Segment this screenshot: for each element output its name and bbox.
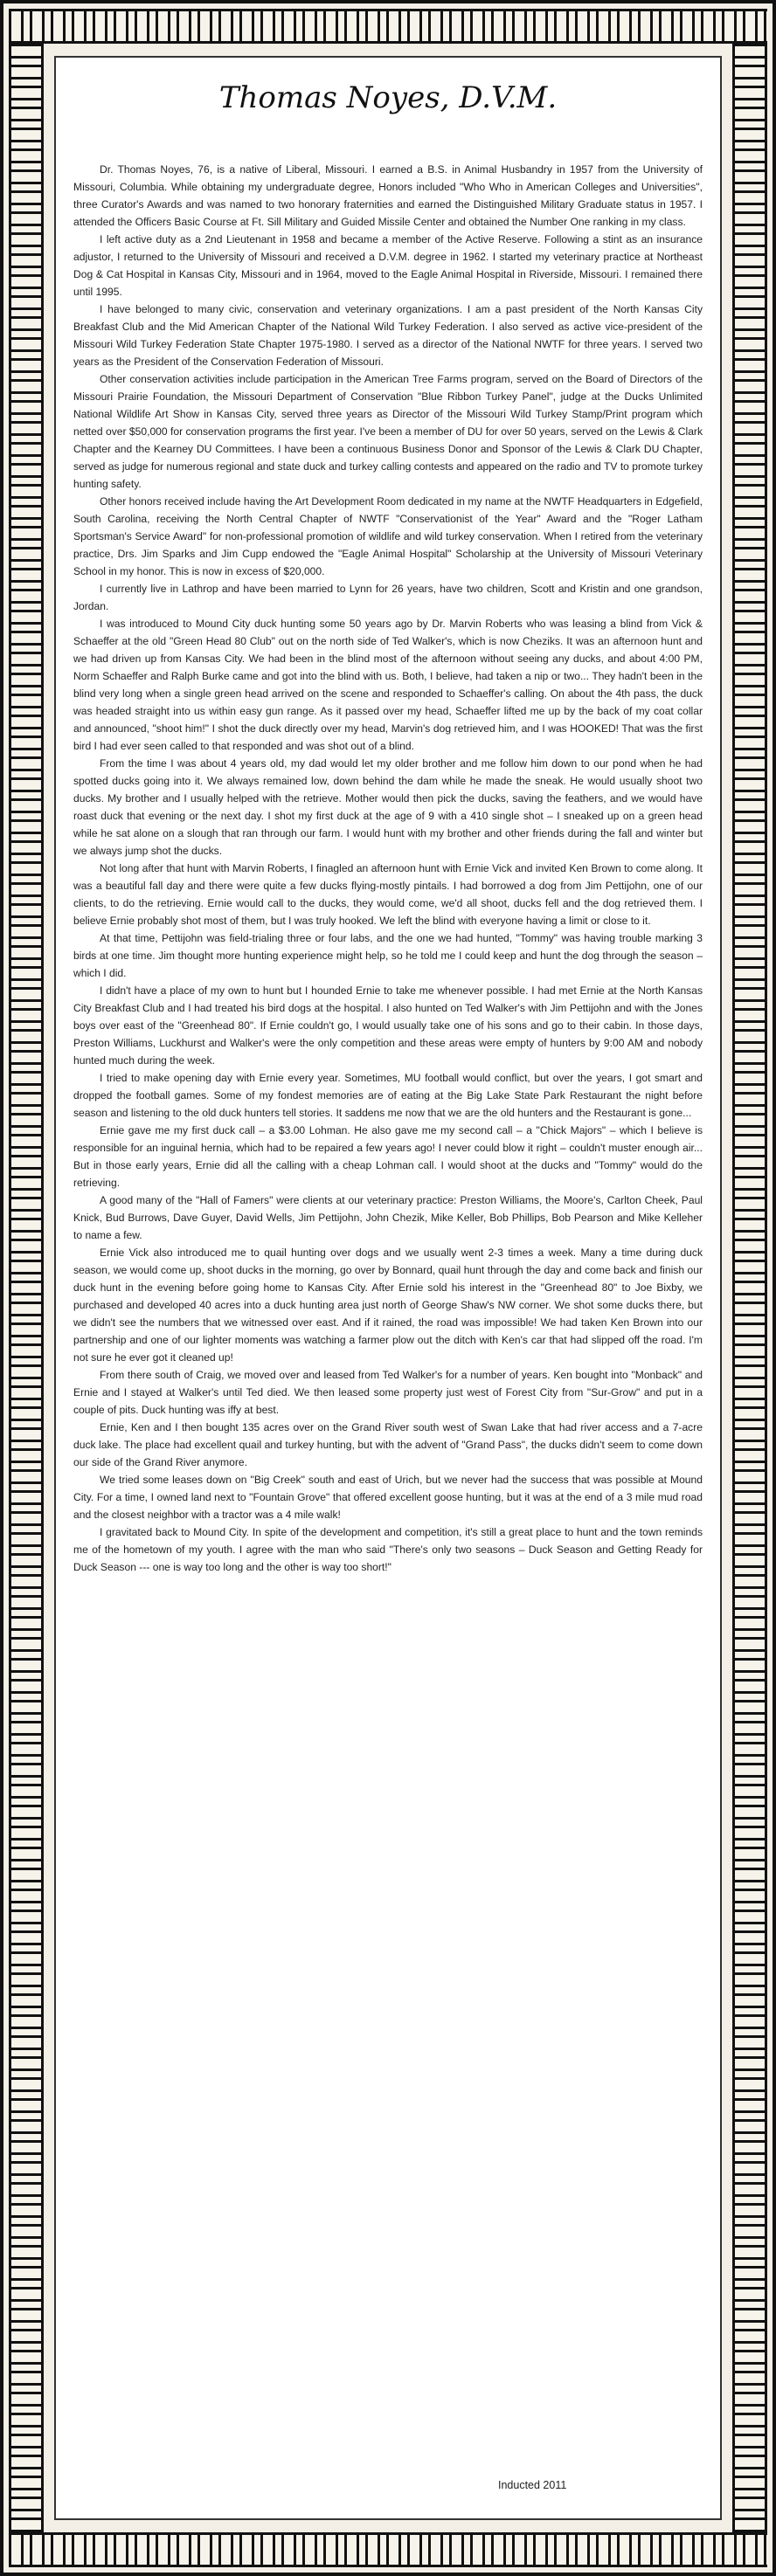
biography-text <box>73 161 703 1576</box>
paragraph: Not long after that hunt with Marvin Roberts, I finagled an afternoon hunt with Ernie Vick and invited Ken Brown to come along. It was a beautiful fall day and there were quite a few ducks flying-mostly pintails. I had borrowed a dog from Jim Pettijohn, one of our clients, to do the retrieving. Ernie would call to the ducks, they would come, we'd all shoot, ducks fell and the dog retrieved them. I believe Ernie probably shot most of them, but I was truly hooked. We left the blind with everyone having a limit or close to it. <box>73 862 703 927</box>
paragraph: I left active duty as a 2nd Lieutenant in 1958 and became a member of the Active Reserve. Following a stint as an insurance adjustor, I returned to the University of Missouri and received a D.V.M. degree in 1962. I started my veterinary practice at Northeast Dog & Cat Hospital in Kansas City, Missouri and in 1964, moved to the Eagle Animal Hospital in Riverside, Missouri. I remained there until 1995. <box>73 233 703 298</box>
paragraph: Other conservation activities include participation in the American Tree Farms program, served on the Board of Directors of the Missouri Prairie Foundation, the Missouri Department of Conservation "Blue Ribbon Turkey Panel", judge at the Ducks Unlimited National Wildlife Art Show in Kansas City, served three years as Director of the Missouri Wild Turkey Stamp/Print program which netted over $50,000 for conservation programs the first year. I've been a member of DU for over 50 years, served on the Lewis & Clark Chapter and the Kearney DU Committees. I have been a continuous Business Donor and Sponsor of the Lewis & Clark DU Chapter, served as judge for numerous regional and state duck and turkey calling contests and appeared on the radio and TV to promote turkey hunting safety. <box>73 373 703 490</box>
paragraph: From the time I was about 4 years old, my dad would let my older brother and me follow him down to our pond when he had spotted ducks going into it. We always remained low, down behind the dam while he made the sneak. He would usually shoot two ducks. My brother and I usually helped with the retrieve. Mother would then pick the ducks, saving the feathers, and we would have roast duck that evening or the next day. I shot my first duck at the age of 9 with a 410 single shot – I sneaked up on a green head while he sat alone on a slough that ran through our farm. I would hunt with my brother and other friends during the fall and winter but we always jump shot the ducks. <box>73 757 703 857</box>
paragraph: I gravitated back to Mound City. In spite of the development and competition, it's still a great place to hunt and the town reminds me of the hometown of my youth. I agree with the man who said "There's only two seasons – Duck Season and Getting Ready for Duck Season --- one is way too long and the other is way too short!" <box>73 1526 703 1573</box>
paragraph: Dr. Thomas Noyes, 76, is a native of Liberal, Missouri. I earned a B.S. in Animal Husbandry in 1957 from the University of Missouri, Columbia. While obtaining my undergraduate degree, Honors included "Who Who in American Colleges and Universities", three Curator's Awards and was named to two honorary fraternities and earned the Distinguished Military Graduate status in 1957. I attended the Officers Basic Course at Ft. Sill Military and Guided Missile Center and obtained the Number One ranking in my class. <box>73 163 703 228</box>
paragraph: Ernie, Ken and I then bought 135 acres over on the Grand River south west of Swan Lake that had river access and a 7-acre duck lake. The place had excellent quail and turkey hunting, but with the advent of "Grand Pass", the ducks didn't seem to come down our side of the Grand River anymore. <box>73 1421 703 1468</box>
paragraph: I didn't have a place of my own to hunt but I hounded Ernie to take me whenever possible. I had met Ernie at the North Kansas City Breakfast Club and I had treated his bird dogs at the hospital. I also hunted on Ted Walker's with Jim Pettijohn and with the Jones boys over east of the "Greenhead 80". If Ernie couldn't go, I would usually take one of his sons and go to their cabin. In those days, Preston Williams, Luckhurst and Walker's were the only competition and these areas were empty of hunters by 9:00 AM and nobody hunted much during the week. <box>73 984 703 1067</box>
paragraph: Ernie Vick also introduced me to quail hunting over dogs and we usually went 2-3 times a week. Many a time during duck season, we would come up, shoot ducks in the morning, go over by Bonnard, quail hunt through the day and come back and finish our duck hunt in the evening before going home to Kansas City. After Ernie sold his interest in the "Greenhead 80" to Joe Bixby, we purchased and developed 40 acres into a duck hunting area just north of George Shaw's NW corner. We shot some ducks there, but we didn't see the numbers that we witnessed over east. And if it rained, the road was impossible! We had taken Ken Brown into our partnership and one of our lighter moments was watching a farmer plow out the ditch with Ken's car that had slipped off the road. I'm not sure he ever got it cleaned up! <box>73 1247 703 1364</box>
paragraph: Other honors received include having the Art Development Room dedicated in my name at the NWTF Headquarters in Edgefield, South Carolina, receiving the North Central Chapter of NWTF "Conservationist of the Year" Award and the "Roger Latham Sportsman's Service Award" for non-professional promotion of wildlife and wild turkey conservation. When I retired from the veterinary practice, Drs. Jim Sparks and Jim Cupp endowed the "Eagle Animal Hospital" Scholarship at the University of Missouri Veterinary School in my honor. This is now in excess of $20,000. <box>73 495 703 577</box>
greek-key-border-top <box>9 9 767 44</box>
paragraph: At that time, Pettijohn was field-trialing three or four labs, and the one we had hunted, "Tommy" was having trouble marking 3 birds at one time. Jim thought more hunting experience might help, so he told me I could keep and hunt the dog through the season – which I did. <box>73 932 703 979</box>
paragraph: I have belonged to many civic, conservation and veterinary organizations. I am a past president of the North Kansas City Breakfast Club and the Mid American Chapter of the National Wild Turkey Federation. I also served as active vice-president of the Missouri Wild Turkey Federation State Chapter 1975-1980. I served as a director of the National NWTF for three years. I served two years as the President of the Conservation Federation of Missouri. <box>73 303 703 368</box>
paragraph: A good many of the "Hall of Famers" were clients at our veterinary practice: Preston Williams, the Moore's, Carlton Cheek, Paul Knick, Bud Burrows, Dave Guyer, David Wells, Jim Pettijohn, John Chezik, Mike Keller, Bob Phillips, Bob Pearson and Mike Kelleher to name a few. <box>73 1194 703 1241</box>
paragraph: I currently live in Lathrop and have been married to Lynn for 26 years, have two children, Scott and Kristin and one grandson, Jordan. <box>73 583 703 612</box>
greek-key-border-bottom <box>9 2532 767 2567</box>
paragraph: We tried some leases down on "Big Creek" south and east of Urich, but we never had the success that was possible at Mound City. For a time, I owned land next to "Fountain Grove" that offered excellent goose hunting, but it was at the end of a 3 mile mud road and the closest neighbor with a tractor was a 4 mile walk! <box>73 1474 703 1521</box>
paragraph: I tried to make opening day with Ernie every year. Sometimes, MU football would conflict, but over the years, I got smart and dropped the football games. Some of my fondest memories are of eating at the Big Lake State Park Restaurant the night before season and listening to the old duck hunters tell stories. It saddens me now that we are the old hunters and the Restaurant is gone... <box>73 1072 703 1119</box>
greek-key-border-left <box>9 44 44 2532</box>
inducted-year: Inducted 2011 <box>498 2479 567 2491</box>
paragraph: From there south of Craig, we moved over and leased from Ted Walker's for a number of years. Ken bought into "Monback" and Ernie and I stayed at Walker's until Ted died. We then leased some property just west of Forest City from "Sur-Grow" and put in a couple of pits. Duck hunting was iffy at best. <box>73 1369 703 1416</box>
paragraph: I was introduced to Mound City duck hunting some 50 years ago by Dr. Marvin Roberts who was leasing a blind from Vick & Schaeffer at the old "Green Head 80 Club" out on the north side of Ted Walker's, which is now Cheziks. It was an afternoon hunt and we had driven up from Kansas City. We had been in the blind most of the afternoon without seeing any ducks, and about 4:00 PM, Norm Schaeffer and Ralph Burke came and got into the blind with us. Both, I believe, had taken a nip or two... They hadn't been in the blind very long when a single green head arrived on the scene and responded to Schaeffer's calling. On about the 4th pass, the duck was headed straight into us within easy gun range. As it passed over my head, Schaeffer lifted me up by the back of my coat collar and announced, "shoot him!" I shot the duck directly over my head, Marvin's dog retrieved him, and I was HOOKED! That was the first bird I had ever seen called to that responded and was shot out of a blind. <box>73 618 703 752</box>
paragraph: Ernie gave me my first duck call – a $3.00 Lohman. He also gave me my second call – a "Chick Majors" – which I believe is responsible for an inguinal hernia, which had to be repaired a few years ago! I never could blow it right – couldn't muster enough air... But in those early years, Ernie did all the calling with a cheap Lohman call. I would shoot at the ducks and "Tommy" would do the retrieving. <box>73 1124 703 1189</box>
page-title: Thomas Noyes, D.V.M. <box>218 80 558 115</box>
greek-key-border-right <box>732 44 767 2532</box>
